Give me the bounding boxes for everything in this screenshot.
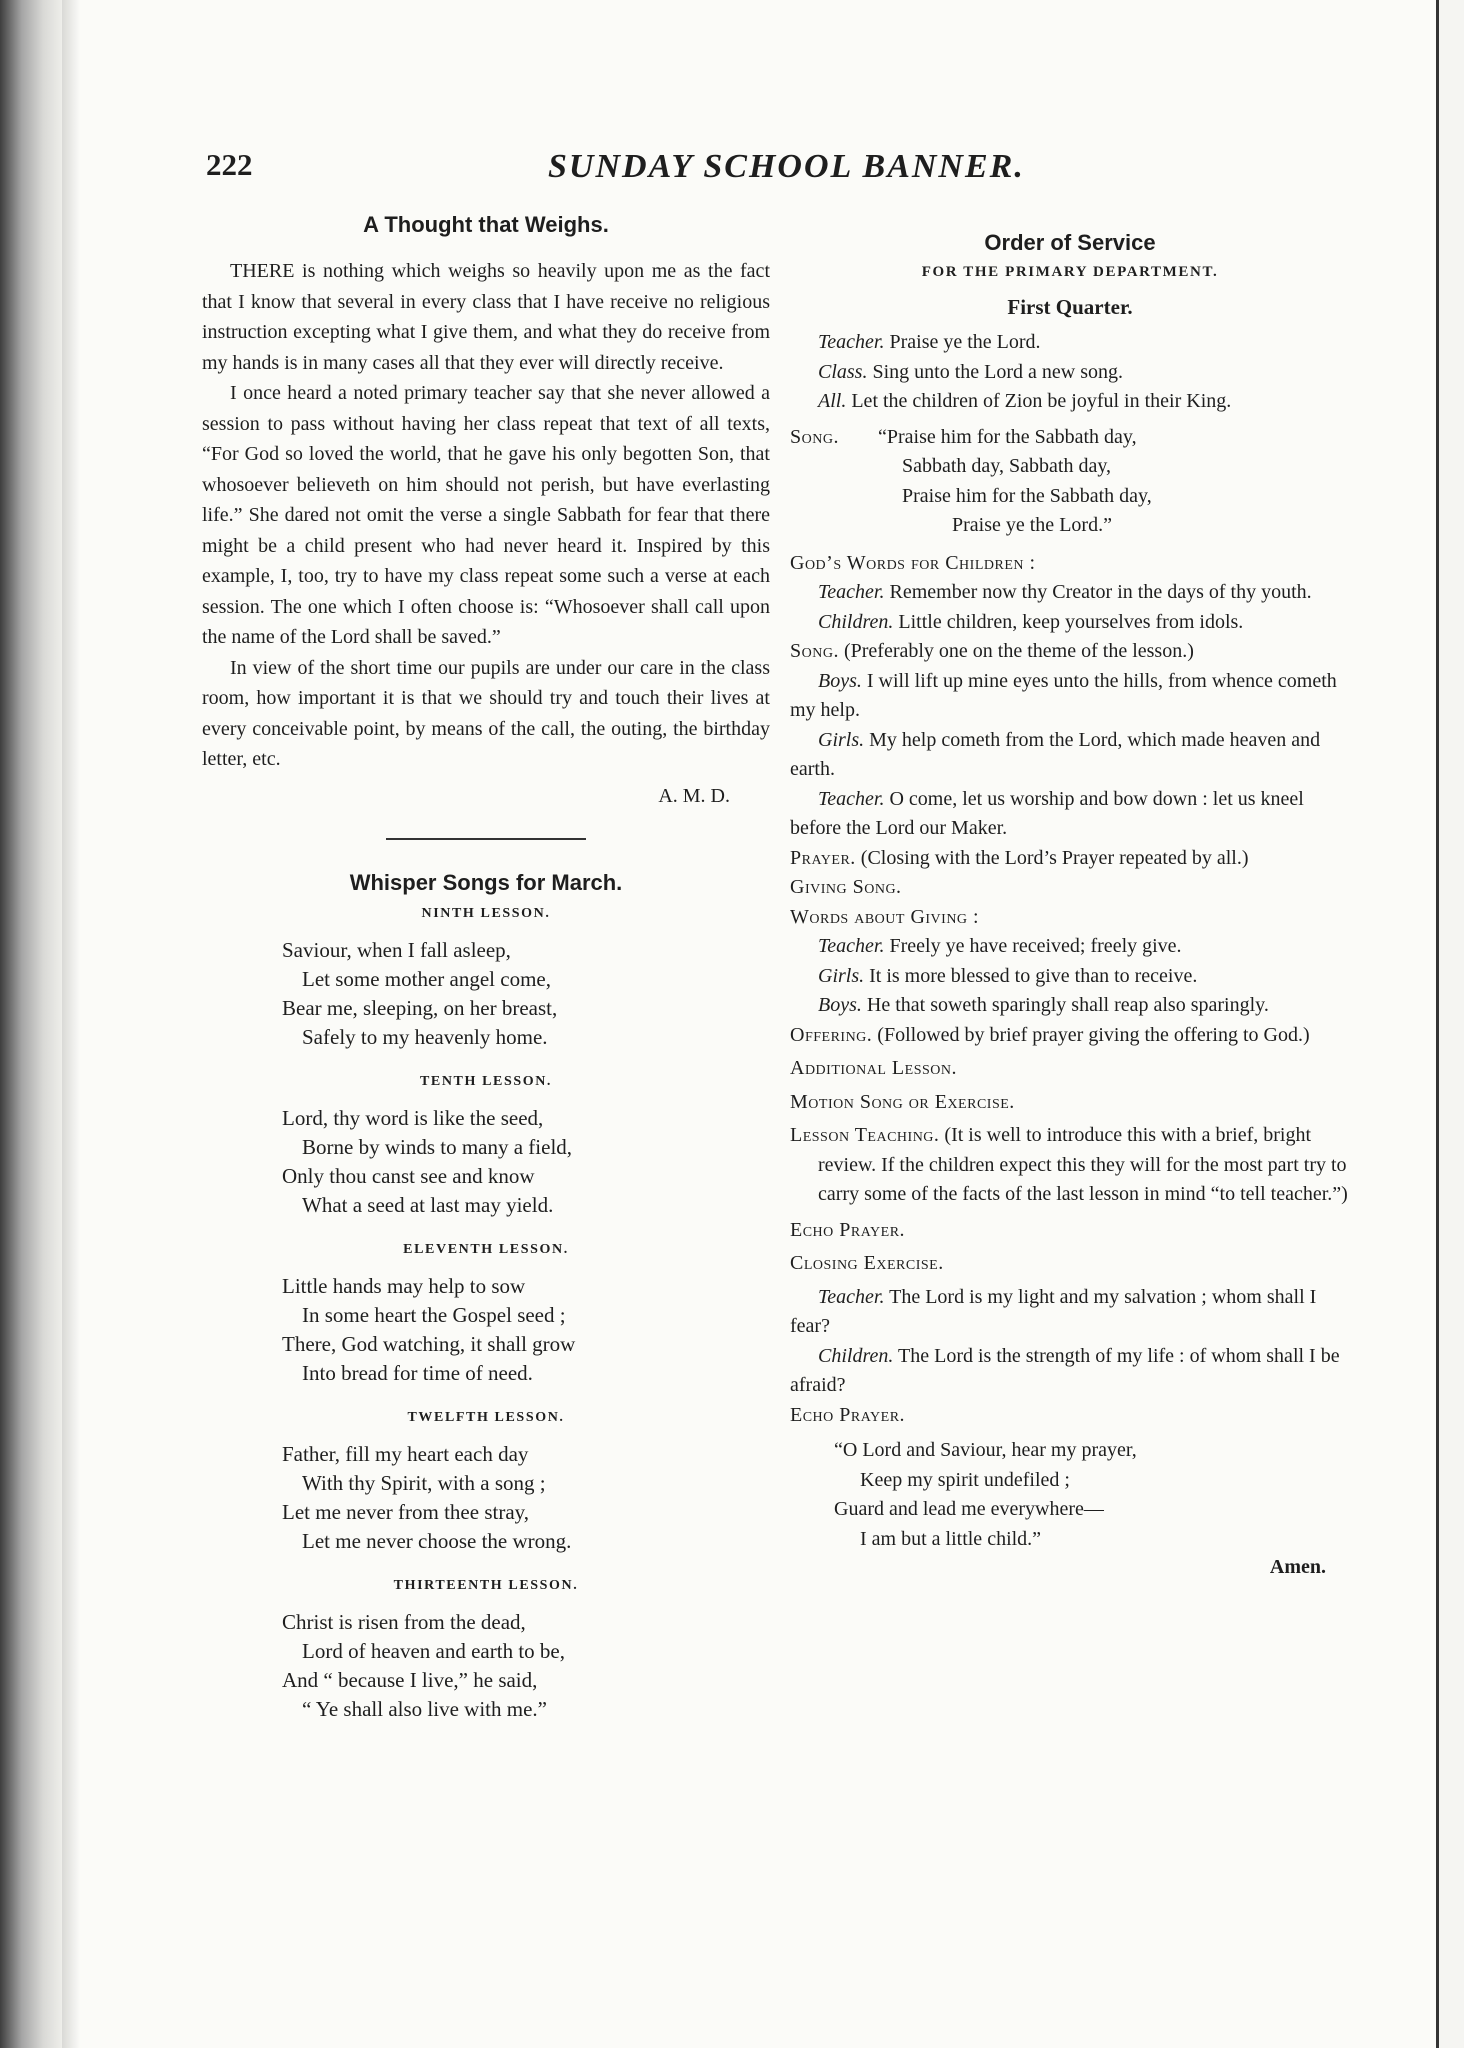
response-line [790,578,1350,608]
verse [282,1608,770,1724]
verse-line: Let some mother angel come, [302,966,551,991]
response-line [790,1342,1350,1401]
response-text: Freely ye have received; freely give. [889,935,1182,957]
response-text: Let the children of Zion be joyful in their King. [851,390,1232,412]
verse-line: Let me never choose the wrong. [302,1528,572,1553]
response-line [790,358,1350,388]
response-text: I will lift up mine eyes unto the hills, from whence cometh my help. [790,669,1337,721]
response-text: The Lord is my light and my salvation ; whom shall I fear? [790,1285,1317,1337]
verse-line: I am but a little child.” [860,1527,1042,1550]
verse-line: Father, fill my heart each day [282,1441,529,1466]
verse-line: Borne by winds to many a field, [302,1134,573,1159]
left-column [202,212,770,1746]
lesson-heading: TENTH LESSON. [419,1073,553,1089]
verse-line: With thy Spirit, with a song ; [302,1470,546,1495]
response-line [790,608,1350,638]
response-line [790,785,1350,844]
response-text: It is more blessed to give than to receive. [869,964,1198,987]
verse-line: Into bread for time of need. [302,1360,533,1385]
speaker-label: Teacher. [818,787,885,810]
response-text: O come, let us worship and bow down : let us kneel before the Lord our Maker. [790,787,1304,839]
service-step: Echo Prayer. [790,1218,906,1241]
service-step [790,844,1350,874]
verse [282,1104,770,1220]
lesson-block [202,1074,770,1220]
lesson-heading: TWELFTH LESSON. [407,1409,565,1425]
step-text: (Followed by brief prayer giving the offering to God.) [877,1023,1310,1046]
response-text: Praise ye the Lord. [889,331,1041,353]
response-text: He that soweth sparingly shall reap also sparingly. [866,994,1269,1016]
step-text: (Closing with the Lord’s Prayer repeated by all.) [860,846,1249,869]
step-label: Song. [790,640,839,662]
speaker-label: Teacher. [818,1285,885,1308]
speaker-label: Boys. [818,994,862,1016]
section-heading: Closing Exercise. [790,1252,944,1274]
service-step: Echo Prayer. [790,1403,906,1426]
service-step [790,1121,1350,1210]
song-block [790,423,1350,541]
song-line: “Praise him for the Sabbath day, [878,425,1137,448]
verse-line: Little hands may help to sow [282,1273,526,1298]
song-line: Praise him for the Sabbath day, [902,484,1152,507]
verse-line: Saviour, when I fall asleep, [282,937,511,962]
response-text: Sing unto the Lord a new song. [872,360,1123,383]
speaker-label: Girls. [818,728,865,751]
response-line [790,991,1350,1021]
article-paragraph: In view of the short time our pupils are under our care in the class room, how important it is that we should try and touch their lives at every conceivable point, by means of the call, the outing, the birthday letter, etc. [202,656,770,770]
service-step: Giving Song. [790,876,902,898]
response-line [790,932,1350,962]
gutter-shadow [62,0,80,2048]
speaker-label: Children. [818,610,894,633]
lesson-heading: NINTH LESSON. [421,905,551,921]
book-binding-edge [0,0,62,2048]
speaker-label: Teacher. [818,331,885,353]
step-label: Prayer. [790,846,856,869]
song-line: Praise ye the Lord.” [952,514,1112,536]
step-text: (Preferably one on the theme of the lesson.) [843,640,1194,662]
verse-line: “ Ye shall also live with me.” [302,1696,547,1721]
response-line [790,328,1350,358]
lesson-heading: ELEVENTH LESSON. [403,1241,569,1257]
running-head: SUNDAY SCHOOL BANNER. [548,148,1025,185]
verse-line: There, God watching, it shall grow [282,1331,576,1356]
verse-line: Lord of heaven and earth to be, [302,1638,565,1663]
verse-line: Lord, thy word is like the seed, [282,1105,544,1130]
verse-line: Bear me, sleeping, on her breast, [282,995,558,1020]
lesson-block [202,1242,770,1388]
verse-line: Let me never from thee stray, [282,1499,530,1524]
response-line [790,1283,1350,1342]
response-line [790,667,1350,726]
speaker-label: Girls. [818,964,865,987]
verse-line: Safely to my heavenly home. [302,1024,548,1049]
article-paragraph: THERE is nothing which weighs so heavily upon me as the fact that I know that several in every class that I have receive no religious instruction excepting what I give them, and what they do receive from my hands is in many cases all that they ever will directly receive. [202,260,770,374]
lesson-block [202,1410,770,1556]
response-line [790,387,1350,417]
article-paragraph: I once heard a noted primary teacher say that she never allowed a session to pass without having her class repeat that text of all texts, “For God so loved the world, that he gave his only begotten Son, that whosoever believeth on him should not perish, but have everlasting life.” She dared not omit the verse a single Sabbath for fear that there might be a child present who had never heard it. Inspired by this example, I, too, try to have my class repeat some such a verse at each session. The one which I often choose is: “Whosoever shall call upon the name of the Lord shall be saved.” [202,382,770,648]
verse [282,1272,770,1388]
section-heading: Words about Giving : [790,905,980,928]
step-label: Offering. [790,1023,873,1046]
response-text: The Lord is the strength of my life : of whom shall I be afraid? [790,1344,1340,1396]
service-step: Additional Lesson. [790,1057,957,1079]
songs-title: Whisper Songs for March. [349,869,623,895]
next-page-edge [1436,0,1464,2048]
order-subtitle: FOR THE PRIMARY DEPARTMENT. [921,264,1219,280]
right-column [790,230,1350,1579]
song-lines [878,423,1152,541]
section-divider [386,838,586,840]
verse-line: Keep my spirit undefiled ; [860,1468,1070,1491]
lesson-block [202,1578,770,1724]
song-label: Song. [790,425,839,448]
verse-line: And “ because I live,” he said, [282,1667,538,1692]
article-signature: A. M. D. [658,784,730,807]
step-label: Lesson Teaching. [790,1124,940,1146]
lesson-heading: THIRTEENTH LESSON. [393,1577,579,1593]
response-text: Little children, keep yourselves from idols. [898,610,1244,633]
response-line [790,962,1350,992]
speaker-label: Teacher. [818,581,885,603]
verse-line: What a seed at last may yield. [302,1192,554,1217]
amen: Amen. [1269,1556,1326,1578]
section-heading: God’s Words for Children : [790,551,1036,574]
verse [282,936,770,1052]
order-title: Order of Service [984,230,1156,255]
response-line [790,726,1350,785]
song-line: Sabbath day, Sabbath day, [902,455,1112,477]
service-step [790,637,1350,667]
response-text: Remember now thy Creator in the days of thy youth. [889,581,1312,603]
speaker-label: Teacher. [818,935,885,957]
verse-line: Christ is risen from the dead, [282,1609,526,1634]
speaker-label: Children. [818,1344,894,1367]
verse-line: “O Lord and Saviour, hear my prayer, [834,1439,1137,1461]
verse-line: Only thou canst see and know [282,1163,535,1188]
page-number: 222 [206,147,253,182]
service-step [790,1021,1350,1051]
speaker-label: All. [818,390,847,412]
article-title: A Thought that Weighs. [363,212,609,237]
service-step: Motion Song or Exercise. [790,1090,1015,1113]
echo-prayer-verse [834,1436,1350,1554]
step-text: (It is well to introduce this with a brief, bright review. If the children expect this they will for the most part try to carry some of the facts of the last lesson in mind “to tell teacher.”) [818,1124,1348,1205]
lesson-block [202,906,770,1052]
verse [282,1440,770,1556]
verse-line: Guard and lead me everywhere— [834,1498,1104,1520]
speaker-label: Class. [818,360,868,383]
speaker-label: Boys. [818,669,862,692]
verse-line: In some heart the Gospel seed ; [302,1302,566,1327]
response-text: My help cometh from the Lord, which made heaven and earth. [790,728,1321,780]
quarter-heading: First Quarter. [1007,295,1133,319]
